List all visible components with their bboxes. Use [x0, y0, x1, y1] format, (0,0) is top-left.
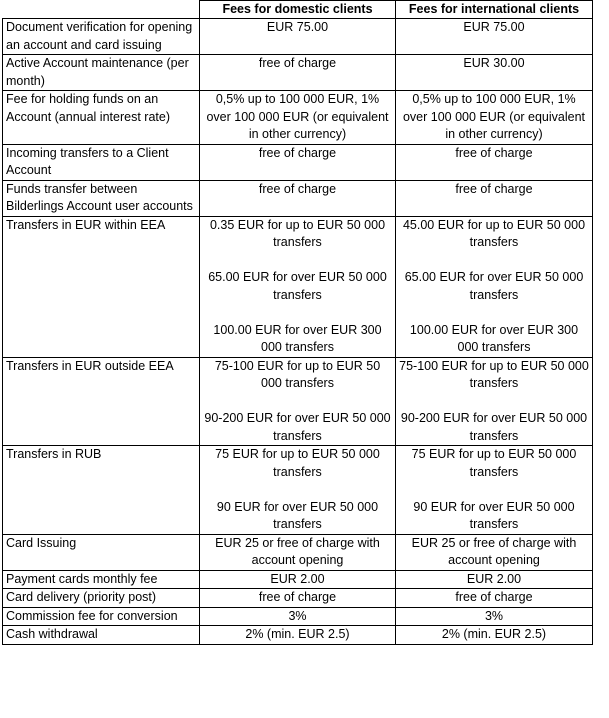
international-fee-text: 65.00 EUR for over EUR 50 000 transfers [404, 270, 584, 302]
table-row [3, 570, 593, 589]
international-fee-cell [396, 55, 593, 91]
table-row [3, 55, 593, 91]
international-fee-cell [396, 589, 593, 608]
international-fee-cell [396, 216, 593, 357]
domestic-fee-text: 100.00 EUR for over EUR 300 000 transfers [213, 322, 382, 354]
service-name-cell: Payment cards monthly fee [3, 570, 200, 589]
international-fee-cell [396, 91, 593, 145]
line-gap [203, 393, 392, 411]
service-name-cell: Fee for holding funds on an Account (annual interest rate) [3, 91, 200, 145]
domestic-fee-text: EUR 2.00 [270, 571, 325, 586]
table-header-row [3, 1, 593, 19]
international-fee-text: EUR 75.00 [463, 20, 525, 34]
domestic-fee-text: EUR 75.00 [266, 20, 329, 34]
domestic-fee-cell [200, 19, 396, 55]
table-row [3, 19, 593, 55]
line-gap [203, 252, 392, 270]
line-gap [399, 393, 589, 411]
international-fee-text: free of charge [455, 145, 533, 160]
domestic-fee-text: free of charge [258, 181, 337, 196]
table-row [3, 180, 593, 216]
domestic-fee-text: 65.00 EUR for over EUR 50 000 transfers [208, 270, 387, 302]
international-fee-text: free of charge [455, 590, 533, 604]
fees-table-body [3, 19, 593, 645]
table-row [3, 216, 593, 357]
table-row [3, 357, 593, 446]
domestic-fee-cell [200, 534, 396, 570]
header-international: Fees for international clients [396, 1, 593, 19]
domestic-fee-text: 90 EUR for over EUR 50 000 transfers [216, 499, 379, 531]
line-gap [399, 252, 589, 270]
table-row [3, 446, 593, 535]
domestic-fee-text: free of charge [258, 590, 337, 604]
international-fee-cell [396, 570, 593, 589]
service-name-cell: Transfers in EUR within EEA [3, 216, 200, 357]
international-fee-cell [396, 357, 593, 446]
service-name-cell: Commission fee for conversion [3, 607, 200, 626]
domestic-fee-text: 75 EUR for up to EUR 50 000 transfers [215, 447, 380, 479]
domestic-fee-text: 0.35 EUR for up to EUR 50 000 transfers [209, 217, 386, 249]
international-fee-cell [396, 446, 593, 535]
international-fee-cell [396, 607, 593, 626]
international-fee-text: 90 EUR for over EUR 50 000 transfers [413, 499, 575, 531]
line-gap [203, 304, 392, 322]
international-fee-text: EUR 30.00 [463, 56, 525, 70]
domestic-fee-cell [200, 626, 396, 645]
international-fee-text: 75 EUR for up to EUR 50 000 transfers [411, 447, 577, 479]
international-fee-text: 75-100 EUR for up to EUR 50 000 transfers [399, 358, 589, 390]
service-name-cell: Document verification for opening an account and card issuing [3, 19, 200, 55]
service-name-cell: Active Account maintenance (per month) [3, 55, 200, 91]
international-fee-text: EUR 25 or free of charge with account opening [411, 535, 577, 567]
domestic-fee-cell [200, 570, 396, 589]
international-fee-text: 2% (min. EUR 2.5) [441, 627, 547, 641]
service-name-cell: Funds transfer between Bilderlings Account user accounts [3, 180, 200, 216]
domestic-fee-text: EUR 25 or free of charge with account opening [215, 535, 380, 567]
domestic-fee-cell [200, 607, 396, 626]
table-row [3, 534, 593, 570]
line-gap [399, 304, 589, 322]
table-row [3, 626, 593, 645]
table-row [3, 91, 593, 145]
international-fee-text: 3% [484, 608, 504, 623]
domestic-fee-cell [200, 589, 396, 608]
international-fee-text: 45.00 EUR for up to EUR 50 000 transfers [402, 217, 586, 249]
international-fee-cell [396, 180, 593, 216]
international-fee-text: free of charge [455, 181, 533, 196]
service-name-cell: Card Issuing [3, 534, 200, 570]
header-blank-cell [3, 1, 200, 19]
domestic-fee-text: 90-200 EUR for over EUR 50 000 transfers [204, 411, 391, 443]
domestic-fee-cell [200, 446, 396, 535]
domestic-fee-text: 0,5% up to 100 000 EUR, 1% over 100 000 EUR (or equivalent in other currency) [206, 92, 389, 141]
domestic-fee-text: 75-100 EUR for up to EUR 50 000 transfers [214, 358, 381, 390]
table-row [3, 607, 593, 626]
domestic-fee-cell [200, 55, 396, 91]
service-name-cell: Incoming transfers to a Client Account [3, 144, 200, 180]
international-fee-cell [396, 534, 593, 570]
international-fee-text: 100.00 EUR for over EUR 300 000 transfers [409, 322, 579, 354]
domestic-fee-text: free of charge [258, 145, 337, 160]
domestic-fee-cell [200, 144, 396, 180]
international-fee-text: 90-200 EUR for over EUR 50 000 transfers [400, 411, 588, 443]
international-fee-cell [396, 144, 593, 180]
fees-table [2, 0, 593, 645]
line-gap [203, 481, 392, 499]
international-fee-cell [396, 626, 593, 645]
domestic-fee-text: 3% [288, 608, 307, 623]
international-fee-text: 0,5% up to 100 000 EUR, 1% over 100 000 EUR (or equivalent in other currency) [402, 92, 586, 141]
table-row [3, 144, 593, 180]
service-name-cell: Transfers in RUB [3, 446, 200, 535]
service-name-cell: Cash withdrawal [3, 626, 200, 645]
header-domestic: Fees for domestic clients [200, 1, 396, 19]
domestic-fee-cell [200, 91, 396, 145]
international-fee-cell [396, 19, 593, 55]
domestic-fee-cell [200, 180, 396, 216]
domestic-fee-text: free of charge [258, 56, 337, 70]
line-gap [399, 481, 589, 499]
international-fee-text: EUR 2.00 [466, 571, 522, 586]
table-row [3, 589, 593, 608]
domestic-fee-text: 2% (min. EUR 2.5) [245, 627, 350, 641]
service-name-cell: Card delivery (priority post) [3, 589, 200, 608]
domestic-fee-cell [200, 357, 396, 446]
service-name-cell: Transfers in EUR outside EEA [3, 357, 200, 446]
domestic-fee-cell [200, 216, 396, 357]
